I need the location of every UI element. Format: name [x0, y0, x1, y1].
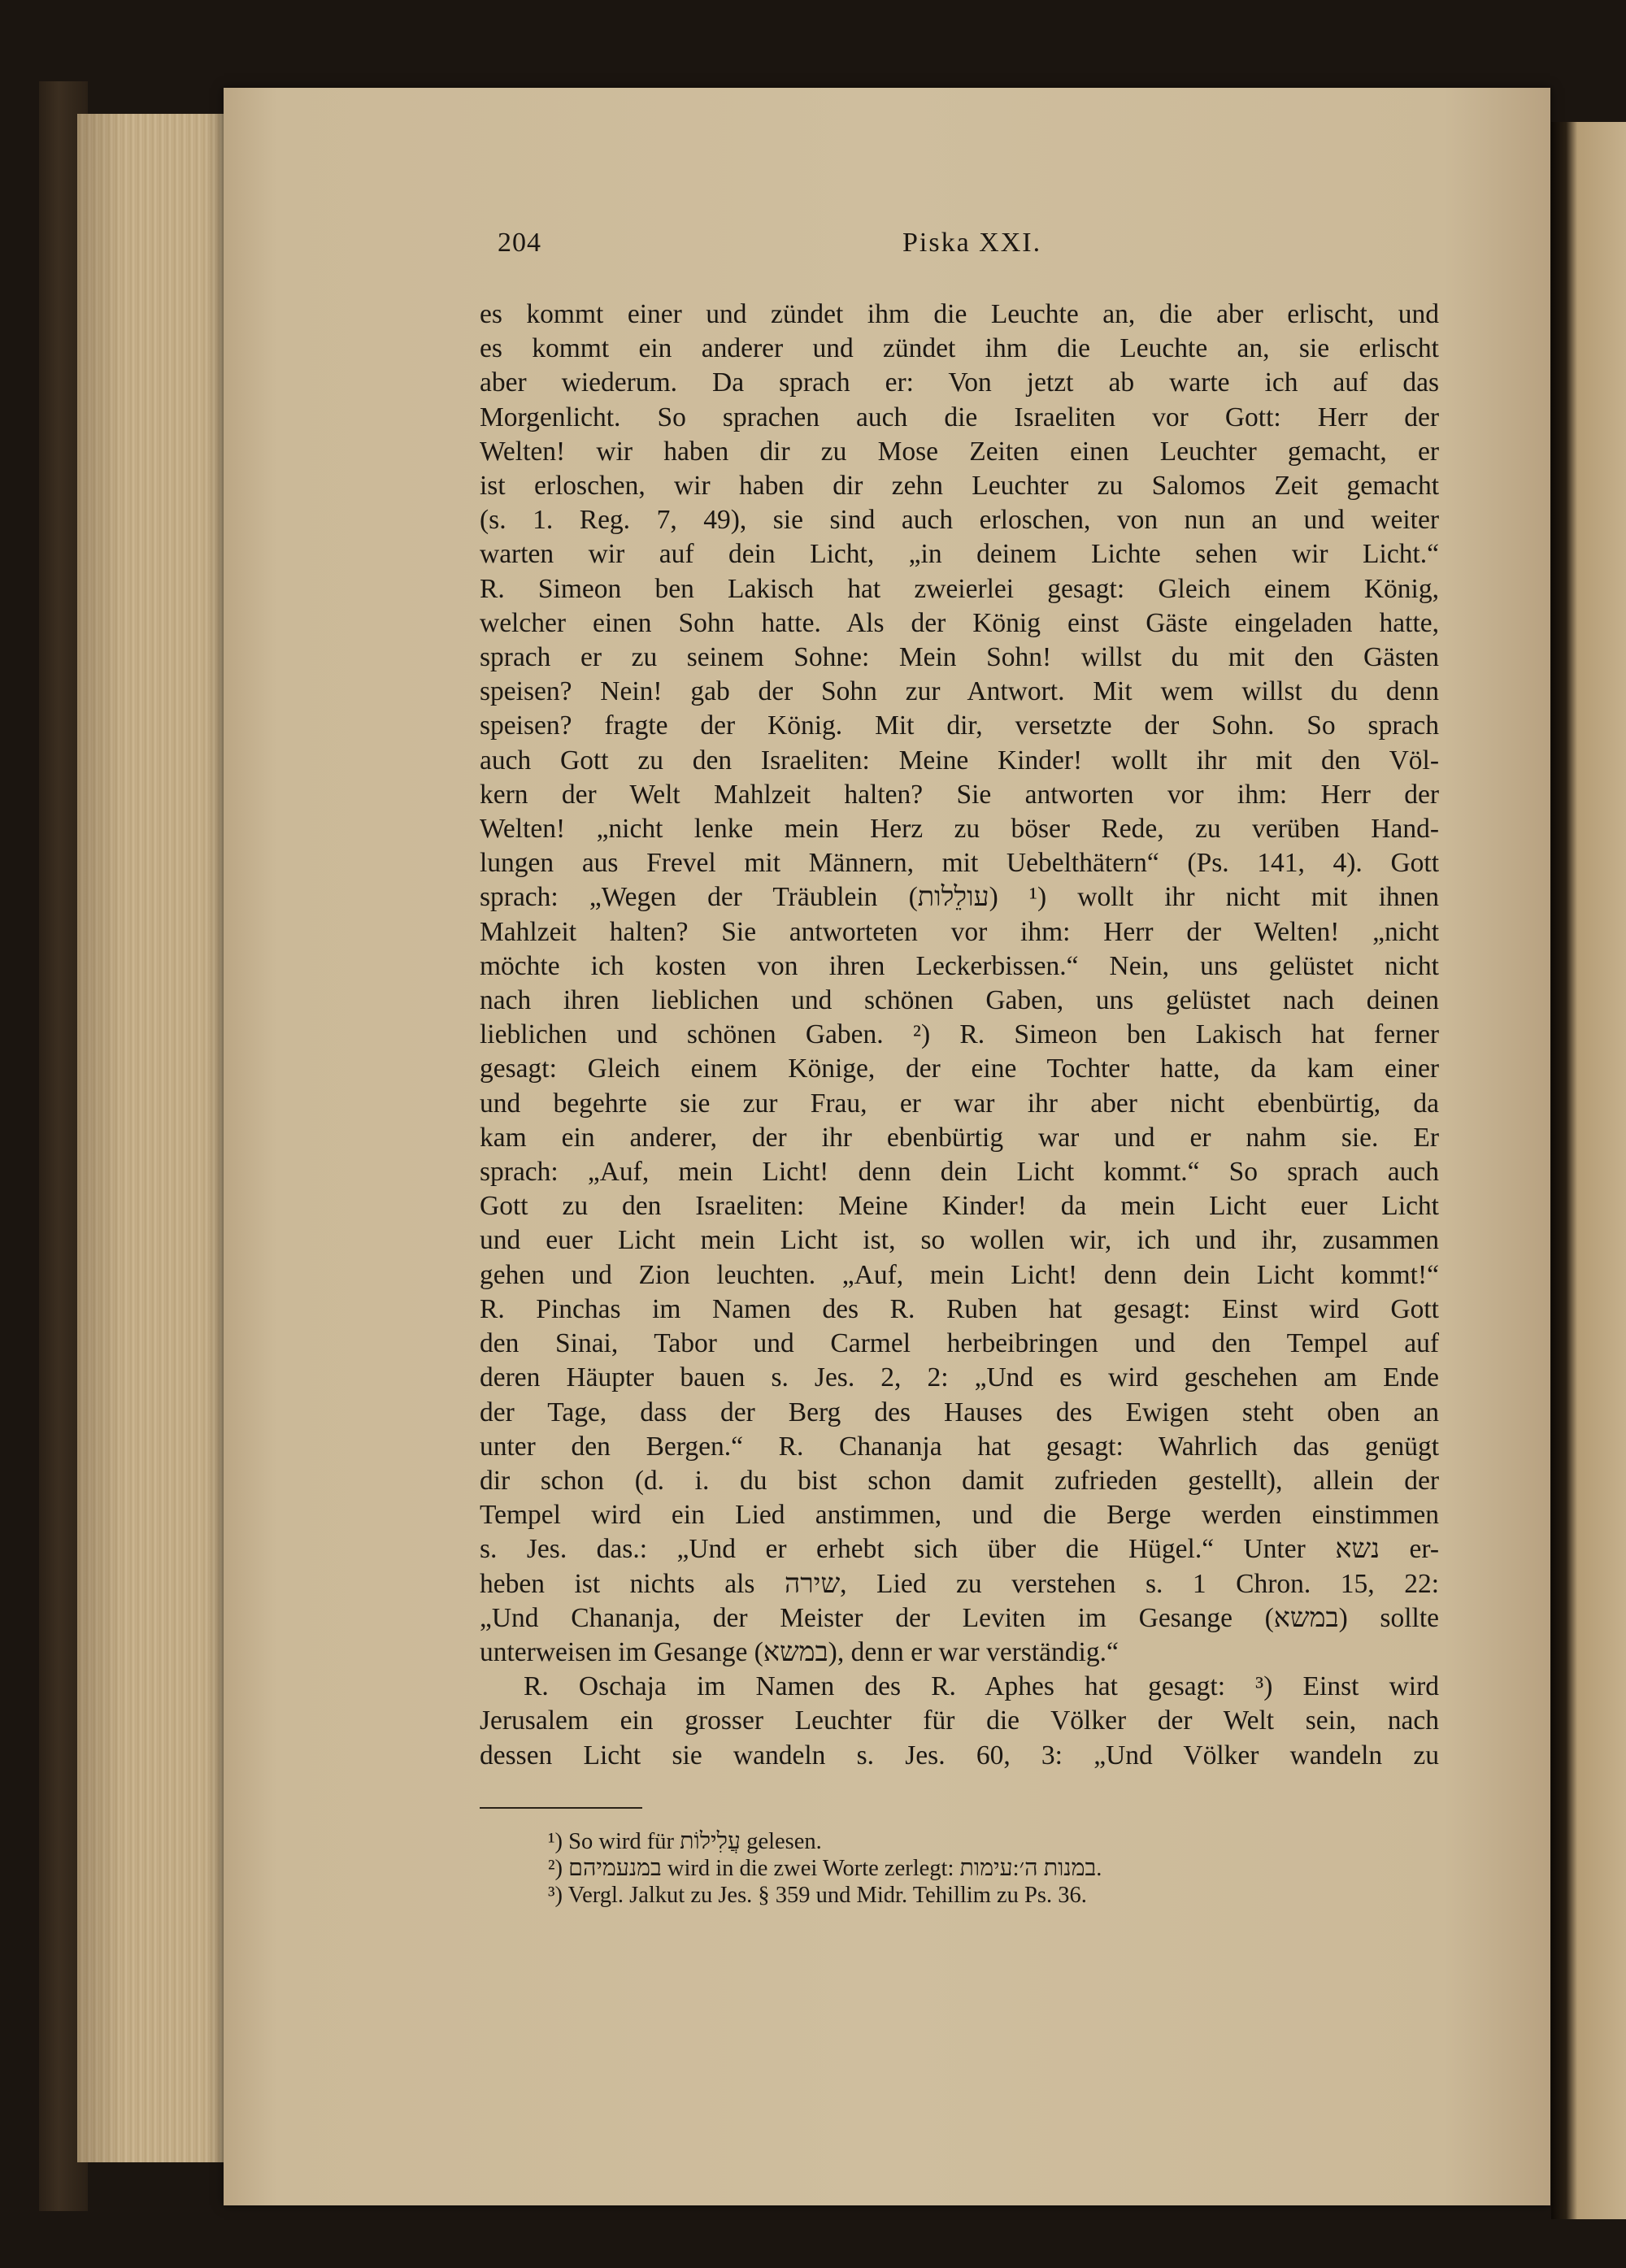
text-line: auch Gott zu den Israeliten: Meine Kinder! wollt ihr mit den Völ- — [480, 745, 1439, 776]
text-line: lieblichen und schönen Gaben. ²) R. Simeon ben Lakisch hat ferner — [480, 1019, 1439, 1050]
right-page-edge — [1551, 122, 1626, 2219]
text-line: Morgenlicht. So sprachen auch die Israeliten vor Gott: Herr der — [480, 402, 1439, 432]
text-line: gehen und Zion leuchten. „Auf, mein Licht! denn dein Licht kommt!“ — [480, 1259, 1439, 1290]
text-line: aber wiederum. Da sprach er: Von jetzt ab warte ich auf das — [480, 367, 1439, 398]
text-line: lungen aus Frevel mit Männern, mit Uebelthätern“ (Ps. 141, 4). Gott — [480, 848, 1439, 879]
text-line: speisen? Nein! gab der Sohn zur Antwort. Mit wem willst du denn — [480, 676, 1439, 707]
text-line: sprach er zu seinem Sohne: Mein Sohn! willst du mit den Gästen — [480, 642, 1439, 673]
page-content — [480, 219, 1439, 1909]
text-line: welcher einen Sohn hatte. Als der König einst Gäste eingeladen hatte, — [480, 607, 1439, 638]
text-line: s. Jes. das.: „Und er erhebt sich über die Hügel.“ Unter נשא er- — [480, 1534, 1440, 1565]
footnotes — [480, 1828, 1439, 1909]
text-line: (s. 1. Reg. 7, 49), sie sind auch erloschen, von nun an und weiter — [480, 505, 1439, 536]
text-line: und begehrte sie zur Frau, er war ihr aber nicht ebenbürtig, da — [480, 1088, 1439, 1119]
text-line: R. Oschaja im Namen des R. Aphes hat gesagt: ³) Einst wird — [524, 1671, 1439, 1702]
text-line: R. Simeon ben Lakisch hat zweierlei gesagt: Gleich einem König, — [480, 573, 1439, 604]
text-line: „Und Chananja, der Meister der Leviten im Gesange (במשא) sollte — [480, 1602, 1440, 1633]
text-line: ist erloschen, wir haben dir zehn Leuchter zu Salomos Zeit gemacht — [480, 471, 1439, 502]
page-stack-edge — [77, 114, 236, 2162]
text-line: der Tage, dass der Berg des Hauses des Ewigen steht oben an — [480, 1397, 1439, 1427]
footnote: ²) במנעמיהם wird in die zwei Worte zerlegt: במנות ה׳:עימות. — [548, 1855, 1102, 1881]
text-line: Tempel wird ein Lied anstimmen, und die Berge werden einstimmen — [480, 1500, 1439, 1531]
text-line: speisen? fragte der König. Mit dir, versetzte der Sohn. So sprach — [480, 710, 1439, 741]
text-line: Welten! wir haben dir zu Mose Zeiten einen Leuchter gemacht, er — [480, 436, 1439, 467]
footnote: ³) Vergl. Jalkut zu Jes. § 359 und Midr. Tehillim zu Ps. 36. — [548, 1882, 1087, 1908]
page-number: 204 — [498, 228, 541, 258]
body-text — [480, 298, 1439, 1773]
text-line: den Sinai, Tabor und Carmel herbeibringen und den Tempel auf — [480, 1328, 1439, 1359]
text-line: dir schon (d. i. du bist schon damit zufrieden gestellt), allein der — [480, 1465, 1439, 1496]
text-line: unterweisen im Gesange (במשא), denn er war verständig.“ — [480, 1636, 1119, 1667]
text-line: nach ihren lieblichen und schönen Gaben, uns gelüstet nach deinen — [480, 985, 1439, 1016]
text-line: R. Pinchas im Namen des R. Ruben hat gesagt: Einst wird Gott — [480, 1293, 1439, 1324]
paragraph-1 — [480, 298, 1439, 1670]
page-header — [480, 219, 1439, 268]
text-line: es kommt ein anderer und zündet ihm die Leuchte an, sie erlischt — [480, 333, 1439, 364]
text-line: kam ein anderer, der ihr ebenbürtig war und er nahm sie. Er — [480, 1122, 1439, 1153]
text-line: dessen Licht sie wandeln s. Jes. 60, 3: „Und Völker wandeln zu — [480, 1740, 1439, 1771]
text-line: unter den Bergen.“ R. Chananja hat gesagt: Wahrlich das genügt — [480, 1431, 1439, 1462]
text-line: Jerusalem ein grosser Leuchter für die Völker der Welt sein, nach — [480, 1705, 1439, 1736]
text-line: warten wir auf dein Licht, „in deinem Lichte sehen wir Licht.“ — [480, 539, 1439, 570]
text-line: möchte ich kosten von ihren Leckerbissen.“ Nein, uns gelüstet nicht — [480, 950, 1439, 981]
text-line: gesagt: Gleich einem Könige, der eine Tochter hatte, da kam einer — [480, 1054, 1439, 1084]
text-line: Mahlzeit halten? Sie antworteten vor ihm: Herr der Welten! „nicht — [480, 916, 1439, 947]
footnote: ¹) So wird für עֲלִילוֹת gelesen. — [548, 1828, 822, 1854]
footnote-rule — [480, 1807, 642, 1809]
paragraph-2 — [480, 1670, 1439, 1773]
text-line: heben ist nichts als שירה, Lied zu verstehen s. 1 Chron. 15, 22: — [480, 1568, 1439, 1599]
running-title: Piska XXI. — [902, 228, 1042, 258]
text-line: sprach: „Auf, mein Licht! denn dein Licht kommt.“ So sprach auch — [480, 1157, 1439, 1188]
text-line: kern der Welt Mahlzeit halten? Sie antworten vor ihm: Herr der — [480, 779, 1439, 810]
text-line: Welten! „nicht lenke mein Herz zu böser Rede, zu verüben Hand- — [480, 814, 1439, 845]
text-line: und euer Licht mein Licht ist, so wollen wir, ich und ihr, zusammen — [480, 1225, 1439, 1256]
text-line: Gott zu den Israeliten: Meine Kinder! da mein Licht euer Licht — [480, 1191, 1439, 1222]
text-line: sprach: „Wegen der Träublein (עולֵלות) ¹) wollt ihr nicht mit ihnen — [480, 882, 1440, 913]
text-line: es kommt einer und zündet ihm die Leuchte an, die aber erlischt, und — [480, 299, 1439, 329]
text-line: deren Häupter bauen s. Jes. 2, 2: „Und es wird geschehen am Ende — [480, 1362, 1439, 1393]
